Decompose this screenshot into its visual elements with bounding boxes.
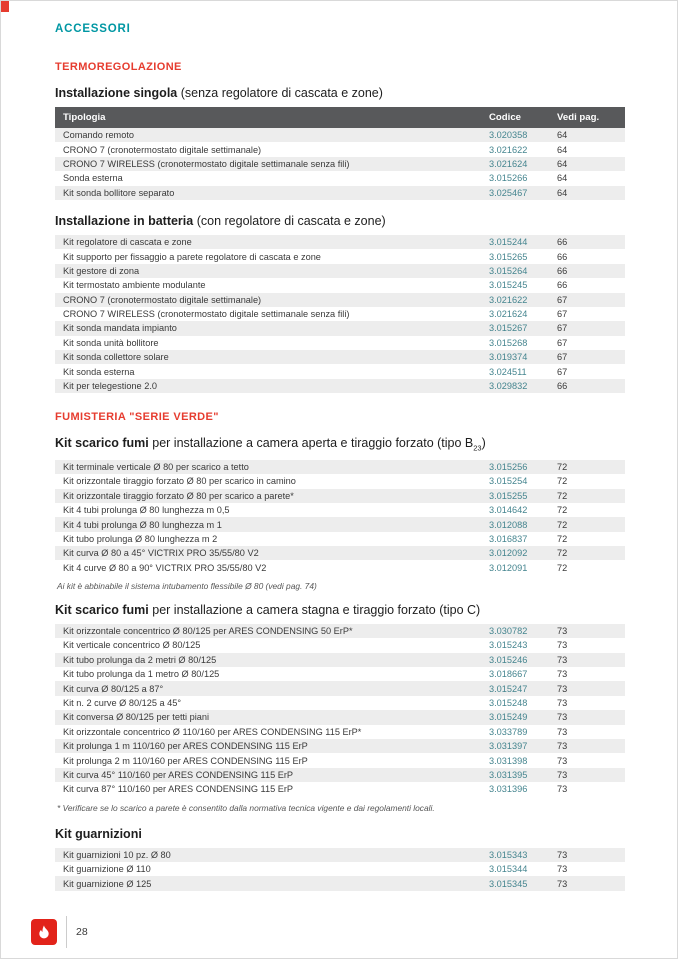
item-page-ref: 67: [557, 309, 568, 320]
page-title: ACCESSORI: [55, 23, 131, 35]
item-page-ref: 73: [557, 755, 568, 766]
item-description: Sonda esterna: [63, 173, 123, 184]
item-description: Kit 4 curve Ø 80 a 90° VICTRIX PRO 35/55/80 V2: [63, 562, 267, 573]
table-row: [55, 364, 625, 378]
table-row: [55, 186, 625, 200]
table-row: [55, 157, 625, 171]
item-page-ref: 73: [557, 849, 568, 860]
table-row: [55, 768, 625, 782]
item-description: Kit 4 tubi prolunga Ø 80 lunghezza m 1: [63, 519, 222, 530]
item-code: 3.015246: [489, 654, 528, 665]
table-body: [55, 848, 625, 891]
item-code: 3.025467: [489, 187, 528, 198]
item-description: Comando remoto: [63, 130, 134, 141]
table-body: [55, 460, 625, 575]
item-page-ref: 72: [557, 533, 568, 544]
item-page-ref: 73: [557, 626, 568, 637]
table-installazione-in-batteria: [55, 235, 625, 393]
subheading-rest: per installazione a camera aperta e tiraggio forzato (tipo B: [148, 436, 474, 451]
col-header-tipologia: Tipologia: [63, 112, 106, 123]
table-row: [55, 546, 625, 560]
item-code: 3.024511: [489, 366, 527, 377]
table-row: [55, 264, 625, 278]
table-row: [55, 739, 625, 753]
table-installazione-singola: [55, 107, 625, 200]
item-description: Kit guarnizioni 10 pz. Ø 80: [63, 849, 171, 860]
item-page-ref: 67: [557, 337, 568, 348]
item-page-ref: 67: [557, 323, 568, 334]
item-description: Kit orizzontale tiraggio forzato Ø 80 per scarico in camino: [63, 476, 296, 487]
subheading-rest: (senza regolatore di cascata e zone): [177, 86, 383, 100]
item-code: 3.031395: [489, 769, 528, 780]
item-code: 3.012091: [489, 562, 528, 573]
item-code: 3.019374: [489, 352, 528, 363]
table-row: [55, 681, 625, 695]
footer-divider: [66, 916, 67, 948]
item-page-ref: 73: [557, 878, 568, 889]
item-page-ref: 67: [557, 352, 568, 363]
item-code: 3.021624: [489, 309, 528, 320]
item-code: 3.015248: [489, 698, 528, 709]
item-code: 3.015247: [489, 683, 528, 694]
item-description: Kit prolunga 1 m 110/160 per ARES CONDENSING 115 ErP: [63, 741, 308, 752]
col-header-codice: Codice: [489, 112, 521, 123]
item-code: 3.012092: [489, 548, 528, 559]
item-page-ref: 64: [557, 158, 568, 169]
item-page-ref: 72: [557, 505, 568, 516]
item-page-ref: 64: [557, 130, 568, 141]
table-row: [55, 293, 625, 307]
section-termoregolazione: [55, 61, 623, 393]
item-page-ref: 73: [557, 712, 568, 723]
item-page-ref: 73: [557, 640, 568, 651]
section-title-fumisteria: FUMISTERIA "SERIE VERDE": [55, 411, 219, 424]
item-code: 3.015255: [489, 490, 528, 501]
table-row: [55, 379, 625, 393]
flame-icon: [36, 924, 52, 940]
col-header-vedi-pag: Vedi pag.: [557, 112, 600, 123]
item-description: Kit n. 2 curve Ø 80/125 a 45°: [63, 698, 182, 709]
table-row: [55, 667, 625, 681]
subheading-subscript: 23: [473, 443, 482, 453]
item-code: 3.031396: [489, 784, 528, 795]
item-description: CRONO 7 (cronotermostato digitale settimanale): [63, 144, 262, 155]
table-row: [55, 862, 625, 876]
item-description: Kit sonda unità bollitore: [63, 337, 159, 348]
table-kit-guarnizioni: [55, 848, 625, 891]
item-code: 3.016837: [489, 533, 528, 544]
item-code: 3.029832: [489, 381, 528, 392]
item-description: Kit regolatore di cascata e zone: [63, 237, 192, 248]
item-code: 3.021622: [489, 294, 528, 305]
subheading-bold: Installazione singola: [55, 86, 178, 100]
item-description: Kit curva Ø 80/125 a 87°: [63, 683, 164, 694]
item-code: 3.015256: [489, 461, 528, 472]
item-description: Kit orizzontale concentrico Ø 110/160 per ARES CONDENSING 115 ErP*: [63, 726, 362, 737]
item-description: Kit 4 tubi prolunga Ø 80 lunghezza m 0,5: [63, 505, 230, 516]
item-description: Kit curva Ø 80 a 45° VICTRIX PRO 35/55/80 V2: [63, 548, 259, 559]
subheading-rest: per installazione a camera stagna e tiraggio forzato (tipo C): [148, 602, 481, 617]
item-description: CRONO 7 WIRELESS (cronotermostato digitale settimanale senza fili): [63, 309, 350, 320]
table-header: [55, 107, 625, 128]
item-code: 3.015264: [489, 265, 528, 276]
item-page-ref: 73: [557, 669, 568, 680]
item-page-ref: 67: [557, 366, 568, 377]
subheading-kit-scarico-fumi-b23: [55, 436, 623, 453]
item-code: 3.015244: [489, 237, 528, 248]
item-page-ref: 73: [557, 654, 568, 665]
table-body: [55, 624, 625, 797]
item-code: 3.021622: [489, 144, 528, 155]
item-code: 3.015249: [489, 712, 528, 723]
item-description: Kit sonda collettore solare: [63, 352, 169, 363]
item-page-ref: 64: [557, 144, 568, 155]
table-row: [55, 653, 625, 667]
subheading-bold: Kit guarnizioni: [55, 826, 142, 841]
subheading-bold: Kit scarico fumi: [55, 436, 149, 451]
table-row: [55, 725, 625, 739]
item-description: Kit guarnizione Ø 125: [63, 878, 152, 889]
item-page-ref: 66: [557, 251, 568, 262]
item-page-ref: 72: [557, 490, 568, 501]
item-page-ref: 73: [557, 769, 568, 780]
item-code: 3.031397: [489, 741, 528, 752]
item-page-ref: 73: [557, 864, 568, 875]
table-row: [55, 710, 625, 724]
item-code: 3.030782: [489, 626, 528, 637]
item-page-ref: 73: [557, 698, 568, 709]
item-description: Kit verticale concentrico Ø 80/125: [63, 640, 201, 651]
table-row: [55, 235, 625, 249]
item-page-ref: 72: [557, 548, 568, 559]
item-page-ref: 73: [557, 726, 568, 737]
item-code: 3.015345: [489, 878, 528, 889]
item-code: 3.015245: [489, 280, 528, 291]
table-body: [55, 128, 625, 200]
item-code: 3.012088: [489, 519, 528, 530]
item-code: 3.015344: [489, 864, 528, 875]
item-code: 3.015243: [489, 640, 528, 651]
item-description: Kit prolunga 2 m 110/160 per ARES CONDENSING 115 ErP: [63, 755, 308, 766]
item-description: Kit supporto per fissaggio a parete regolatore di cascata e zone: [63, 251, 321, 262]
item-code: 3.033789: [489, 726, 528, 737]
section-fumisteria-serie-verde: [55, 411, 623, 890]
item-description: Kit sonda bollitore separato: [63, 187, 175, 198]
subheading-bold: Kit scarico fumi: [55, 602, 149, 617]
item-page-ref: 64: [557, 187, 568, 198]
item-description: Kit tubo prolunga Ø 80 lunghezza m 2: [63, 533, 218, 544]
page-footer: [31, 916, 88, 948]
table-row: [55, 848, 625, 862]
item-page-ref: 72: [557, 476, 568, 487]
table-row: [55, 503, 625, 517]
table-row: [55, 624, 625, 638]
item-page-ref: 72: [557, 519, 568, 530]
table-row: [55, 532, 625, 546]
table-row: [55, 753, 625, 767]
item-page-ref: 66: [557, 237, 568, 248]
item-page-ref: 72: [557, 461, 568, 472]
item-page-ref: 66: [557, 265, 568, 276]
item-description: CRONO 7 (cronotermostato digitale settimanale): [63, 294, 262, 305]
item-description: CRONO 7 WIRELESS (cronotermostato digitale settimanale senza fili): [63, 158, 350, 169]
table-row: [55, 321, 625, 335]
item-code: 3.031398: [489, 755, 528, 766]
table-row: [55, 638, 625, 652]
page-content: [1, 1, 677, 891]
item-page-ref: 66: [557, 381, 568, 392]
item-description: Kit sonda mandata impianto: [63, 323, 177, 334]
item-description: Kit termostato ambiente modulante: [63, 280, 206, 291]
item-code: 3.021624: [489, 158, 528, 169]
item-code: 3.020358: [489, 130, 528, 141]
item-description: Kit terminale verticale Ø 80 per scarico a tetto: [63, 461, 249, 472]
item-code: 3.015343: [489, 849, 528, 860]
table-row: [55, 350, 625, 364]
item-code: 3.015266: [489, 173, 528, 184]
item-description: Kit guarnizione Ø 110: [63, 864, 151, 875]
table-kit-scarico-fumi-c: [55, 624, 625, 797]
subheading-kit-scarico-fumi-c: [55, 603, 623, 617]
table-row: [55, 460, 625, 474]
table-row: [55, 782, 625, 796]
subheading-installazione-singola: [55, 86, 623, 100]
item-description: Kit gestore di zona: [63, 265, 140, 276]
item-description: Kit per telegestione 2.0: [63, 381, 157, 392]
item-description: Kit curva 45° 110/160 per ARES CONDENSING 115 ErP: [63, 769, 294, 780]
table-row: [55, 128, 625, 142]
section-title-termoregolazione: TERMOREGOLAZIONE: [55, 61, 182, 73]
item-code: 3.015254: [489, 476, 528, 487]
item-page-ref: 64: [557, 173, 568, 184]
item-code: 3.014642: [489, 505, 528, 516]
item-description: Kit curva 87° 110/160 per ARES CONDENSING 115 ErP: [63, 784, 294, 795]
item-description: Kit tubo prolunga da 2 metri Ø 80/125: [63, 654, 217, 665]
item-page-ref: 73: [557, 784, 568, 795]
corner-mark: [1, 1, 9, 12]
item-page-ref: 73: [557, 741, 568, 752]
item-page-ref: 66: [557, 280, 568, 291]
item-code: 3.015267: [489, 323, 528, 334]
item-description: Kit orizzontale tiraggio forzato Ø 80 per scarico a parete*: [63, 490, 294, 501]
table-row: [55, 876, 625, 890]
table-row: [55, 489, 625, 503]
subheading-kit-guarnizioni: [55, 827, 623, 841]
table-row: [55, 336, 625, 350]
item-page-ref: 73: [557, 683, 568, 694]
subheading-installazione-in-batteria: [55, 214, 623, 228]
item-description: Kit conversa Ø 80/125 per tetti piani: [63, 712, 210, 723]
item-page-ref: 72: [557, 562, 568, 573]
asterisk-footnote: * Verificare se lo scarico a parete è consentito dalla normativa tecnica vigente e dai regolamenti locali.: [57, 802, 435, 813]
table-row: [55, 249, 625, 263]
table-row: [55, 696, 625, 710]
subheading-close: ): [481, 436, 486, 451]
table-row: [55, 307, 625, 321]
table-row: [55, 142, 625, 156]
item-description: Kit orizzontale concentrico Ø 80/125 per ARES CONDENSING 50 ErP*: [63, 626, 353, 637]
brand-logo: [31, 919, 57, 945]
table-row: [55, 560, 625, 574]
item-code: 3.015268: [489, 337, 528, 348]
subheading-bold: Installazione in batteria: [55, 213, 194, 228]
table-row: [55, 278, 625, 292]
table-kit-scarico-fumi-b23: [55, 460, 625, 575]
item-code: 3.015265: [489, 251, 528, 262]
subheading-rest: (con regolatore di cascata e zone): [193, 213, 386, 228]
item-page-ref: 67: [557, 294, 568, 305]
table-note: Ai kit è abbinabile il sistema intubamento flessibile Ø 80 (vedi pag. 74): [57, 580, 317, 591]
table-body: [55, 235, 625, 393]
table-row: [55, 517, 625, 531]
item-code: 3.018667: [489, 669, 528, 680]
item-description: Kit sonda esterna: [63, 366, 135, 377]
page-number: 28: [76, 926, 88, 938]
table-row: [55, 171, 625, 185]
item-description: Kit tubo prolunga da 1 metro Ø 80/125: [63, 669, 220, 680]
table-row: [55, 474, 625, 488]
